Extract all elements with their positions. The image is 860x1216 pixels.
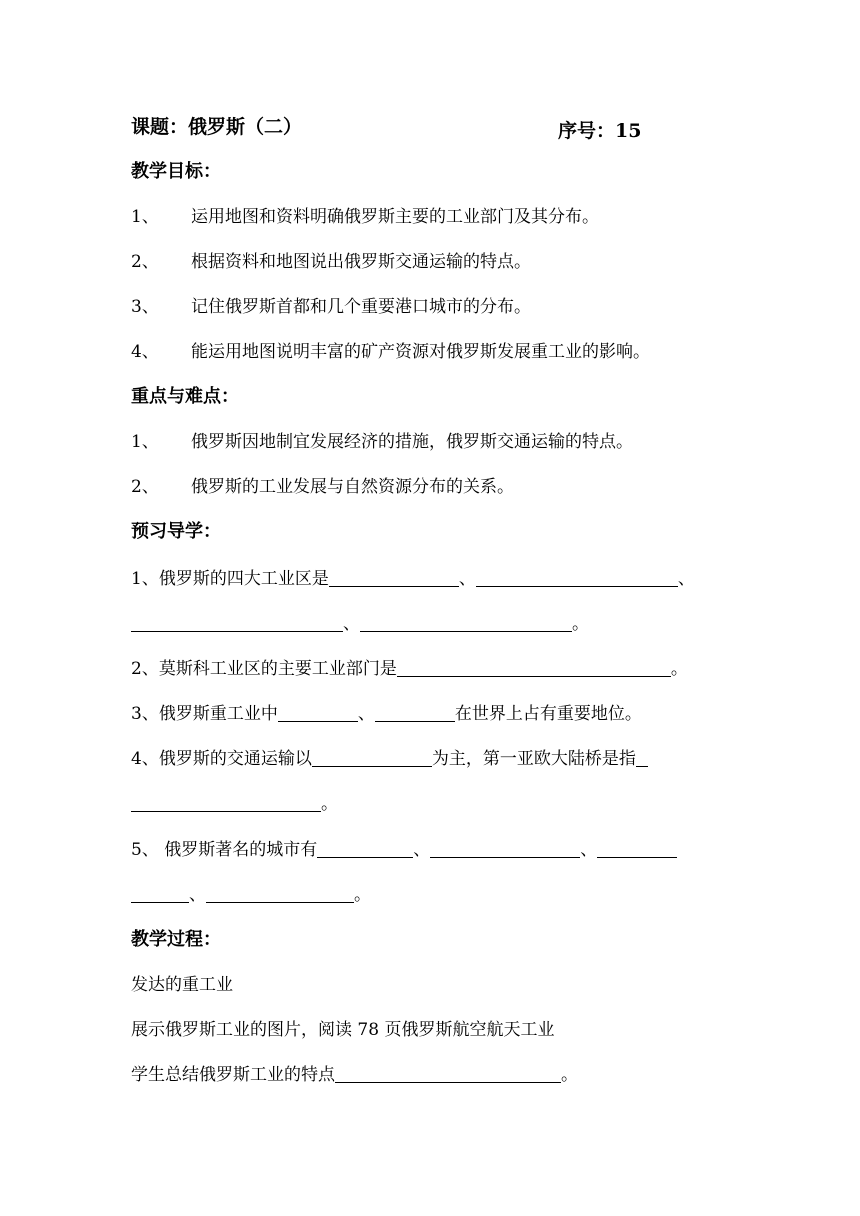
- question-text: 学生总结俄罗斯工业的特点: [131, 1065, 335, 1085]
- key-point-text: 俄罗斯的工业发展与自然资源分布的关系。: [191, 477, 514, 497]
- answer-blank[interactable]: [597, 839, 677, 858]
- serial-number: 序号：15: [558, 120, 642, 142]
- question-text: 5、 俄罗斯著名的城市有: [131, 840, 318, 860]
- preview-question-4-cont: [131, 792, 338, 816]
- answer-blank[interactable]: [317, 839, 413, 858]
- preview-heading: 预习导学：: [131, 521, 221, 542]
- preview-question-1: [131, 567, 695, 591]
- objective-text: 运用地图和资料明确俄罗斯主要的工业部门及其分布。: [191, 207, 599, 227]
- process-line: [131, 1063, 578, 1087]
- process-heading: 教学过程：: [131, 929, 221, 950]
- answer-blank[interactable]: [312, 748, 432, 767]
- end-mark: 。: [354, 885, 371, 905]
- answer-blank[interactable]: [278, 703, 358, 722]
- key-point-item: [131, 430, 633, 454]
- separator: 、: [357, 704, 375, 724]
- separator: 、: [413, 840, 431, 860]
- answer-blank[interactable]: [131, 613, 343, 632]
- end-mark: 。: [321, 794, 338, 814]
- objective-number: 1、: [131, 207, 159, 227]
- question-text: 4、俄罗斯的交通运输以: [131, 749, 312, 769]
- key-point-text: 俄罗斯因地制宜发展经济的措施，俄罗斯交通运输的特点。: [191, 432, 633, 452]
- answer-blank[interactable]: [329, 568, 459, 587]
- end-mark: 。: [561, 1065, 578, 1085]
- answer-blank[interactable]: [131, 884, 189, 903]
- end-mark: 。: [572, 614, 589, 634]
- question-text: 为主，第一亚欧大陆桥是指: [431, 749, 636, 769]
- key-point-number: 2、: [131, 477, 159, 497]
- answer-blank[interactable]: [335, 1064, 561, 1083]
- process-line: 发达的重工业: [131, 975, 233, 995]
- separator: 、: [458, 569, 476, 589]
- objectives-heading: 教学目标：: [131, 161, 221, 182]
- preview-question-5-cont: [131, 883, 371, 907]
- objective-number: 4、: [131, 342, 159, 362]
- separator: 、: [580, 840, 598, 860]
- question-text: 2、莫斯科工业区的主要工业部门是: [131, 659, 397, 679]
- preview-question-3: [131, 702, 642, 726]
- objective-item: [131, 340, 650, 364]
- question-text: 在世界上占有重要地位。: [454, 704, 642, 724]
- separator: 、: [189, 885, 206, 905]
- key-point-number: 1、: [131, 432, 159, 452]
- answer-blank[interactable]: [375, 703, 455, 722]
- answer-blank[interactable]: [206, 884, 354, 903]
- lesson-title: 课题：俄罗斯（二）: [131, 116, 303, 138]
- process-line: 展示俄罗斯工业的图片，阅读 78 页俄罗斯航空航天工业: [131, 1020, 555, 1040]
- objective-number: 2、: [131, 252, 159, 272]
- answer-blank[interactable]: [131, 793, 321, 812]
- key-point-item: [131, 475, 514, 499]
- answer-blank[interactable]: [476, 568, 678, 587]
- preview-question-4: [131, 747, 648, 771]
- separator: 、: [677, 569, 695, 589]
- objective-item: [131, 205, 599, 229]
- key-points-heading: 重点与难点：: [131, 386, 239, 407]
- objective-item: [131, 295, 531, 319]
- answer-blank[interactable]: [360, 613, 572, 632]
- objective-item: [131, 250, 531, 274]
- separator: 、: [343, 614, 360, 634]
- objective-text: 根据资料和地图说出俄罗斯交通运输的特点。: [191, 252, 531, 272]
- objective-number: 3、: [131, 297, 159, 317]
- question-text: 3、俄罗斯重工业中: [131, 704, 278, 724]
- answer-blank[interactable]: [430, 839, 580, 858]
- question-text: 1、俄罗斯的四大工业区是: [131, 569, 329, 589]
- preview-question-5: [131, 838, 677, 862]
- objective-text: 记住俄罗斯首都和几个重要港口城市的分布。: [191, 297, 531, 317]
- answer-blank[interactable]: [397, 658, 671, 677]
- preview-question-2: [131, 657, 688, 681]
- end-mark: 。: [670, 659, 688, 679]
- objective-text: 能运用地图说明丰富的矿产资源对俄罗斯发展重工业的影响。: [191, 342, 650, 362]
- answer-blank[interactable]: [636, 748, 648, 767]
- preview-question-1-cont: [131, 612, 589, 636]
